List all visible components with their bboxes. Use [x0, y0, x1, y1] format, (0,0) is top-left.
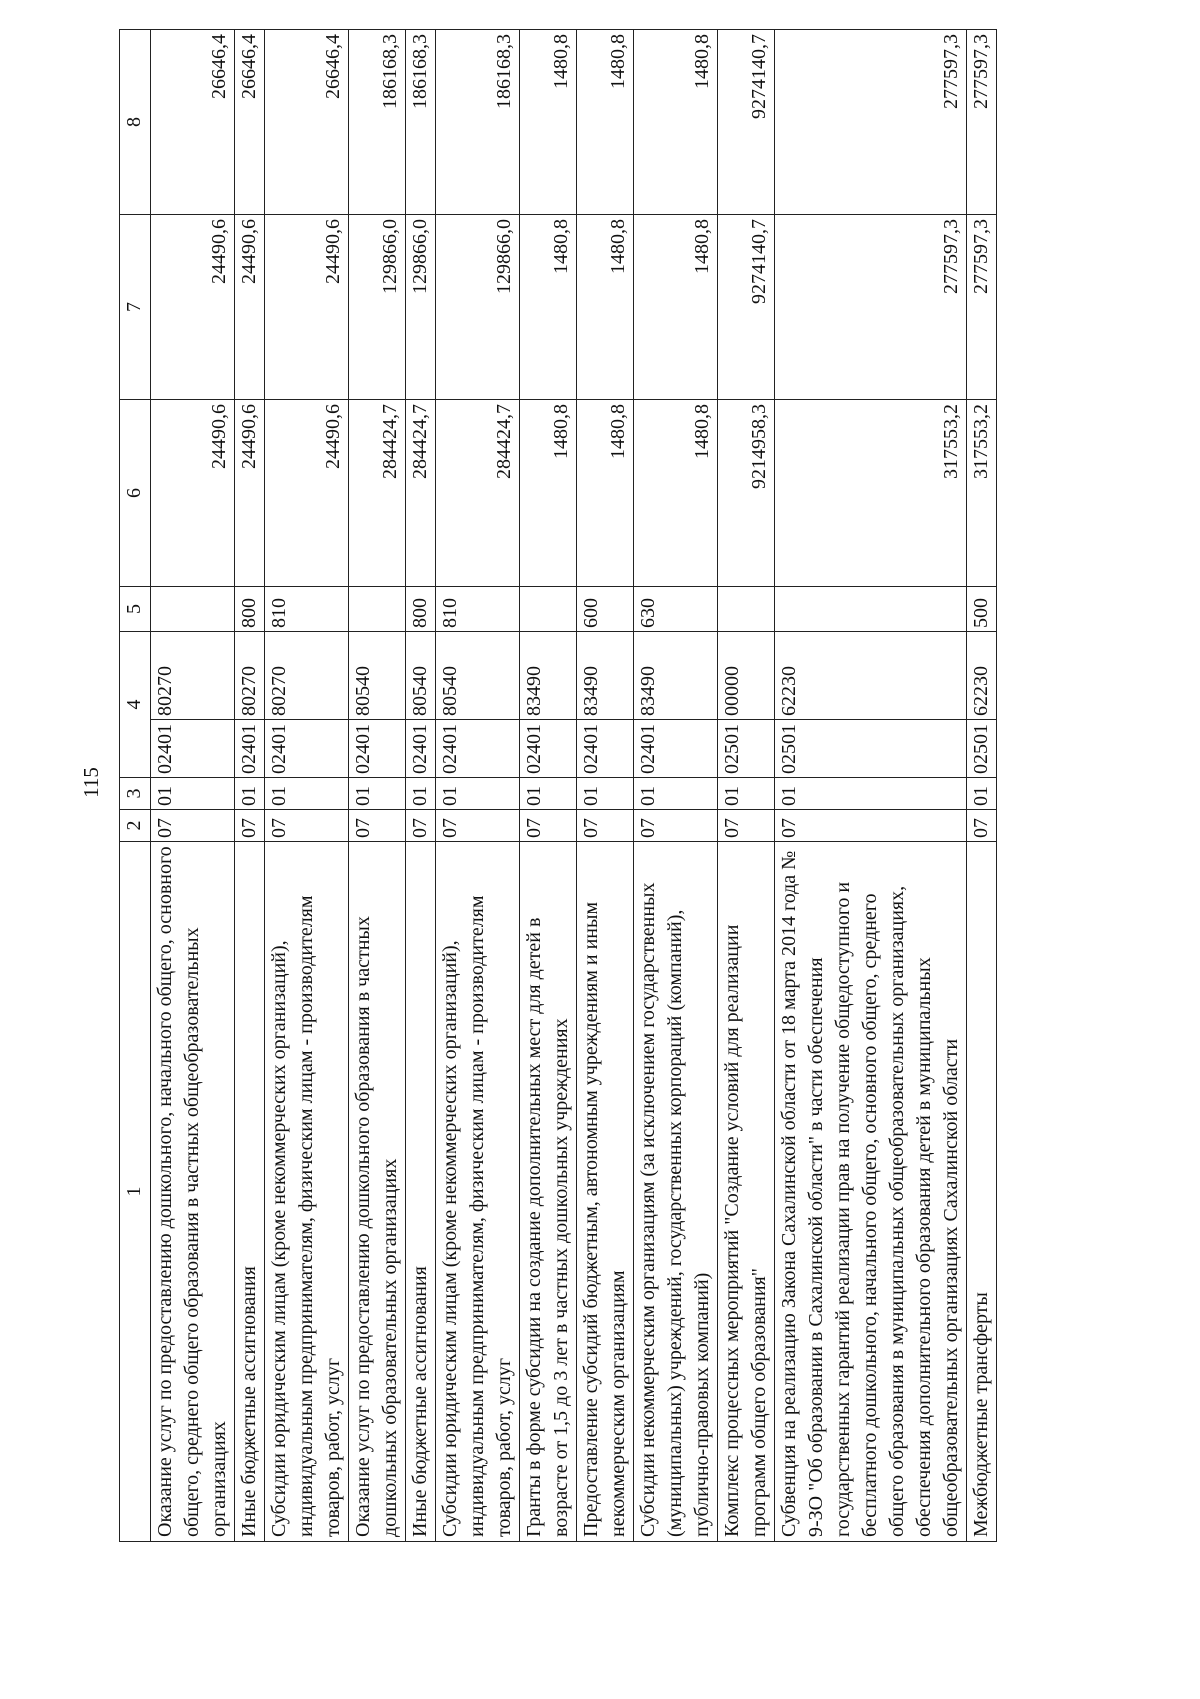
cell-col-4-program: 02401	[235, 720, 265, 778]
cell-col-6: 24490,6	[265, 400, 349, 587]
cell-col-7: 24490,6	[235, 215, 265, 400]
header-col-6: 6	[120, 400, 151, 587]
table-row	[349, 30, 406, 1542]
row-name: Оказание услуг по предоставлению дошкольного образования в частных дошкольных образовательных организациях	[349, 842, 406, 1542]
cell-col-3: 01	[349, 778, 406, 810]
cell-col-4-direction: 62230	[967, 632, 997, 720]
cell-col-2: 07	[520, 810, 577, 842]
cell-col-5: 600	[577, 587, 634, 632]
cell-col-3: 01	[151, 778, 235, 810]
cell-col-5	[151, 587, 235, 632]
table-row	[235, 30, 265, 1542]
cell-col-6: 1480,8	[634, 400, 718, 587]
cell-col-4-program: 02401	[436, 720, 520, 778]
table-row	[634, 30, 718, 1542]
row-name: Межбюджетные трансферты	[967, 842, 997, 1542]
cell-col-8: 186168,3	[349, 30, 406, 215]
cell-col-4-direction: 83490	[520, 632, 577, 720]
cell-col-5: 500	[967, 587, 997, 632]
cell-col-7: 277597,3	[775, 215, 967, 400]
cell-col-2: 07	[634, 810, 718, 842]
cell-col-2: 07	[967, 810, 997, 842]
cell-col-3: 01	[265, 778, 349, 810]
cell-col-2: 07	[436, 810, 520, 842]
cell-col-8: 9274140,7	[718, 30, 775, 215]
cell-col-7: 24490,6	[151, 215, 235, 400]
cell-col-4-direction: 83490	[577, 632, 634, 720]
cell-col-4-program: 02401	[151, 720, 235, 778]
cell-col-3: 01	[718, 778, 775, 810]
cell-col-5: 800	[235, 587, 265, 632]
cell-col-4-program: 02401	[634, 720, 718, 778]
cell-col-4-direction: 80270	[265, 632, 349, 720]
cell-col-5	[520, 587, 577, 632]
cell-col-6: 1480,8	[577, 400, 634, 587]
table-row	[520, 30, 577, 1542]
table-row	[436, 30, 520, 1542]
cell-col-6: 284424,7	[406, 400, 436, 587]
row-name: Предоставление субсидий бюджетным, автономным учреждениям и иным некоммерческим организациям	[577, 842, 634, 1542]
cell-col-6: 24490,6	[235, 400, 265, 587]
row-name: Иные бюджетные ассигнования	[235, 842, 265, 1542]
rotated-sheet	[119, 30, 1037, 1542]
header-col-5: 5	[120, 587, 151, 632]
cell-col-3: 01	[406, 778, 436, 810]
page-number: 115	[78, 767, 103, 798]
cell-col-3: 01	[520, 778, 577, 810]
cell-col-8: 1480,8	[634, 30, 718, 215]
header-col-1: 1	[120, 842, 151, 1542]
cell-col-4-direction: 80270	[235, 632, 265, 720]
row-name: Оказание услуг по предоставлению дошкольного, начального общего, основного общего, среднего общего образования в частных общеобразовательных организациях	[151, 842, 235, 1542]
cell-col-4-program: 02401	[265, 720, 349, 778]
row-name: Субсидии юридическим лицам (кроме некоммерческих организаций), индивидуальным предпринимателям, физическим лицам - производителям товаров, работ, услуг	[436, 842, 520, 1542]
cell-col-8: 26646,4	[235, 30, 265, 215]
cell-col-6: 1480,8	[520, 400, 577, 587]
cell-col-8: 1480,8	[577, 30, 634, 215]
cell-col-4-direction: 62230	[775, 632, 967, 720]
row-name: Комплекс процессных мероприятий "Создание условий для реализации программ общего образования"	[718, 842, 775, 1542]
cell-col-4-direction: 80540	[436, 632, 520, 720]
cell-col-7: 277597,3	[967, 215, 997, 400]
cell-col-6: 24490,6	[151, 400, 235, 587]
cell-col-5: 800	[406, 587, 436, 632]
cell-col-3: 01	[634, 778, 718, 810]
cell-col-2: 07	[775, 810, 967, 842]
cell-col-6: 9214958,3	[718, 400, 775, 587]
cell-col-6: 284424,7	[436, 400, 520, 587]
table-row	[718, 30, 775, 1542]
cell-col-4-program: 02401	[406, 720, 436, 778]
row-name: Субвенция на реализацию Закона Сахалинской области от 18 марта 2014 года № 9-ЗО "Об образовании в Сахалинской области" в части обеспечения государственных гарантий реализации прав на получение общедоступного и бесплатного дошкольного, начального общего, основного общего, среднего общего образования в муниципальных общеобразовательных организациях, обеспечения дополнительного образования детей в муниципальных общеобразовательных организациях Сахалинской области	[775, 842, 967, 1542]
cell-col-4-direction: 80540	[406, 632, 436, 720]
cell-col-4-program: 02401	[577, 720, 634, 778]
cell-col-3: 01	[577, 778, 634, 810]
cell-col-8: 186168,3	[406, 30, 436, 215]
cell-col-5: 810	[265, 587, 349, 632]
cell-col-7: 129866,0	[349, 215, 406, 400]
table-body	[151, 30, 997, 1542]
cell-col-8: 1480,8	[520, 30, 577, 215]
header-col-4: 4	[120, 632, 151, 778]
cell-col-2: 07	[151, 810, 235, 842]
header-col-3: 3	[120, 778, 151, 810]
cell-col-5: 630	[634, 587, 718, 632]
cell-col-5	[718, 587, 775, 632]
cell-col-3: 01	[235, 778, 265, 810]
cell-col-2: 07	[718, 810, 775, 842]
cell-col-6: 284424,7	[349, 400, 406, 587]
cell-col-7: 1480,8	[520, 215, 577, 400]
cell-col-4-program: 02501	[967, 720, 997, 778]
table-row	[775, 30, 967, 1542]
table-row	[265, 30, 349, 1542]
cell-col-7: 1480,8	[634, 215, 718, 400]
cell-col-6: 317553,2	[775, 400, 967, 587]
cell-col-2: 07	[265, 810, 349, 842]
cell-col-2: 07	[349, 810, 406, 842]
cell-col-4-direction: 00000	[718, 632, 775, 720]
cell-col-2: 07	[577, 810, 634, 842]
cell-col-8: 186168,3	[436, 30, 520, 215]
cell-col-4-direction: 80540	[349, 632, 406, 720]
cell-col-5	[775, 587, 967, 632]
cell-col-7: 9274140,7	[718, 215, 775, 400]
header-col-7: 7	[120, 215, 151, 400]
cell-col-3: 01	[775, 778, 967, 810]
cell-col-7: 24490,6	[265, 215, 349, 400]
table-row	[406, 30, 436, 1542]
cell-col-6: 317553,2	[967, 400, 997, 587]
row-name: Субсидии некоммерческим организациям (за исключением государственных (муниципальных) учреждений, государственных корпораций (компаний), публично-правовых компаний)	[634, 842, 718, 1542]
cell-col-8: 26646,4	[151, 30, 235, 215]
cell-col-2: 07	[406, 810, 436, 842]
header-row	[120, 30, 151, 1542]
cell-col-3: 01	[967, 778, 997, 810]
cell-col-4-direction: 83490	[634, 632, 718, 720]
cell-col-5	[349, 587, 406, 632]
cell-col-4-program: 02501	[718, 720, 775, 778]
row-name: Иные бюджетные ассигнования	[406, 842, 436, 1542]
cell-col-7: 129866,0	[406, 215, 436, 400]
cell-col-4-program: 02401	[349, 720, 406, 778]
cell-col-4-direction: 80270	[151, 632, 235, 720]
cell-col-7: 129866,0	[436, 215, 520, 400]
header-col-8: 8	[120, 30, 151, 215]
table-row	[577, 30, 634, 1542]
cell-col-2: 07	[235, 810, 265, 842]
header-col-2: 2	[120, 810, 151, 842]
cell-col-4-program: 02401	[520, 720, 577, 778]
cell-col-3: 01	[436, 778, 520, 810]
table-row	[967, 30, 997, 1542]
cell-col-4-program: 02501	[775, 720, 967, 778]
cell-col-5: 810	[436, 587, 520, 632]
cell-col-8: 26646,4	[265, 30, 349, 215]
cell-col-8: 277597,3	[775, 30, 967, 215]
table-row	[151, 30, 235, 1542]
cell-col-7: 1480,8	[577, 215, 634, 400]
row-name: Гранты в форме субсидии на создание дополнительных мест для детей в возрасте от 1,5 до 3 лет в частных дошкольных учреждениях	[520, 842, 577, 1542]
cell-col-8: 277597,3	[967, 30, 997, 215]
budget-table	[119, 29, 997, 1542]
row-name: Субсидии юридическим лицам (кроме некоммерческих организаций), индивидуальным предпринимателям, физическим лицам - производителям товаров, работ, услуг	[265, 842, 349, 1542]
